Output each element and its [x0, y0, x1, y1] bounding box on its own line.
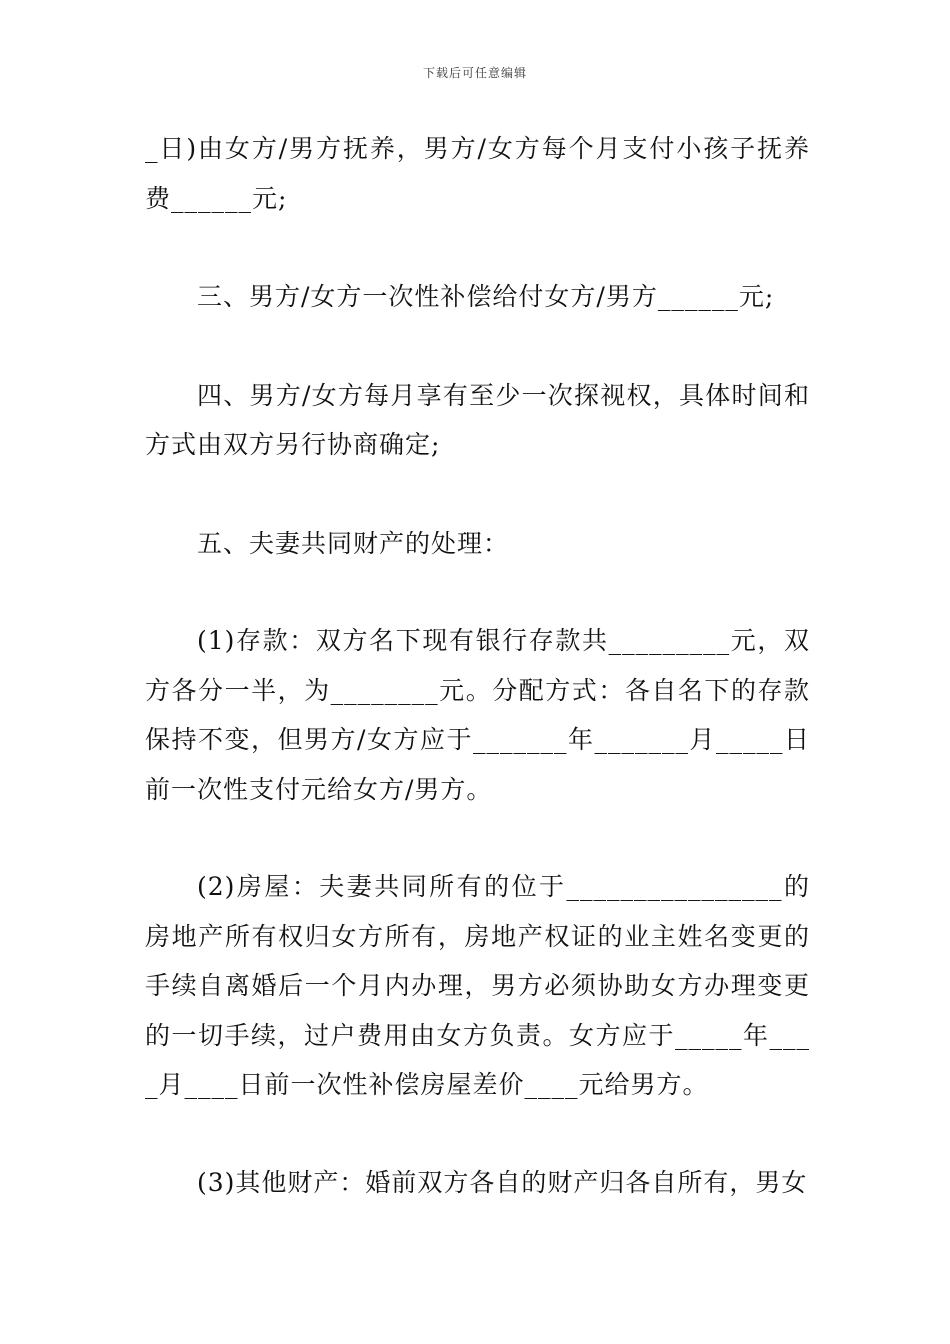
paragraph-child-support: _日)由女方/男方抚养，男方/女方每个月支付小孩子抚养费______元; — [145, 134, 810, 213]
paragraph-other-property: (3)其他财产：婚前双方各自的财产归各自所有，男女 — [197, 1167, 808, 1197]
paragraph-property-heading: 五、夫妻共同财产的处理： — [197, 528, 510, 558]
paragraph-compensation: 三、男方/女方一次性补偿给付女方/男方______元; — [197, 282, 775, 311]
page-header: 下载后可任意编辑 — [422, 66, 527, 80]
paragraph-visitation: 四、男方/女方每月享有至少一次探视权，具体时间和方式由双方另行协商确定; — [145, 380, 810, 459]
paragraph-house: (2)房屋：夫妻共同所有的位于________________的房地产所有权归女方所有，房地产权证的业主姓名变更的手续自离婚后一个月内办理，男方必须协助女方办理变更的一切手续，过户费用由女方负责。女方应于_____年____月____日前一次性补偿房屋差价____元给男方。 — [145, 872, 810, 1099]
paragraph-savings: (1)存款：双方名下现有银行存款共_________元，双方各分一半，为________元。分配方式：各自名下的存款保持不变，但男方/女方应于_______年_______月_____日前一次性支付元给女方/男方。 — [145, 626, 810, 804]
document-body — [145, 124, 810, 1207]
